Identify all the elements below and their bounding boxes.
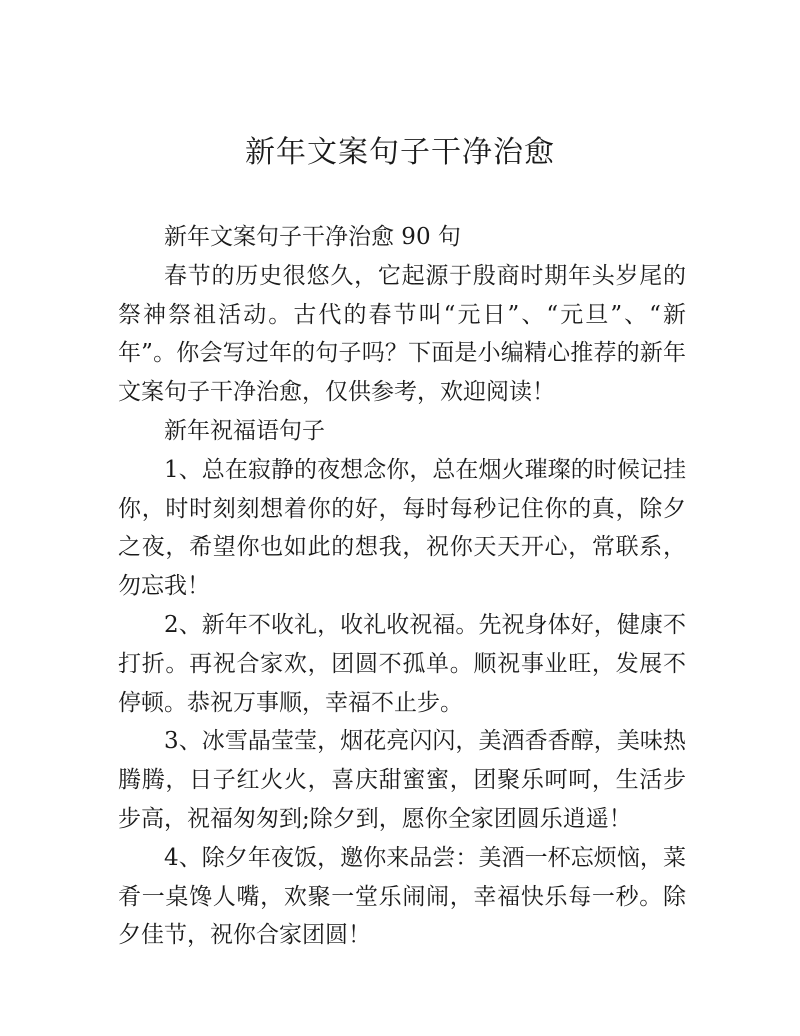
intro-paragraph: 春节的历史很悠久，它起源于殷商时期年头岁尾的祭神祭祖活动。古代的春节叫“元日”、“元旦”、“新年”。你会写过年的句子吗？下面是小编精心推荐的新年文案句子干净治愈，仅供参考，欢迎阅读！ xyxy=(118,262,686,406)
greeting-item-2: 2、新年不收礼，收礼收祝福。先祝身体好，健康不打折。再祝合家欢，团圆不孤单。顺祝事业旺，发展不停顿。恭祝万事顺，幸福不止步。 xyxy=(118,611,686,716)
greeting-item-4: 4、除夕年夜饭，邀你来品尝：美酒一杯忘烦恼，菜肴一桌馋人嘴，欢聚一堂乐闹闹，幸福快乐每一秒。除夕佳节，祝你合家团圆！ xyxy=(118,844,686,949)
document-body xyxy=(118,218,686,955)
section-heading: 新年祝福语句子 xyxy=(164,417,325,444)
document-title: 新年文案句子干净治愈 xyxy=(245,135,555,170)
greeting-item-3: 3、冰雪晶莹莹，烟花亮闪闪，美酒香香醇，美味热腾腾，日子红火火，喜庆甜蜜蜜，团聚乐呵呵，生活步步高，祝福匆匆到;除夕到，愿你全家团圆乐逍遥！ xyxy=(118,728,686,832)
subtitle-paragraph: 新年文案句子干净治愈 90 句 xyxy=(164,224,461,250)
greeting-item-1: 1、总在寂静的夜想念你，总在烟火璀璨的时候记挂你，时时刻刻想着你的好，每时每秒记住你的真，除夕之夜，希望你也如此的想我，祝你天天开心，常联系，勿忘我！ xyxy=(118,456,686,600)
